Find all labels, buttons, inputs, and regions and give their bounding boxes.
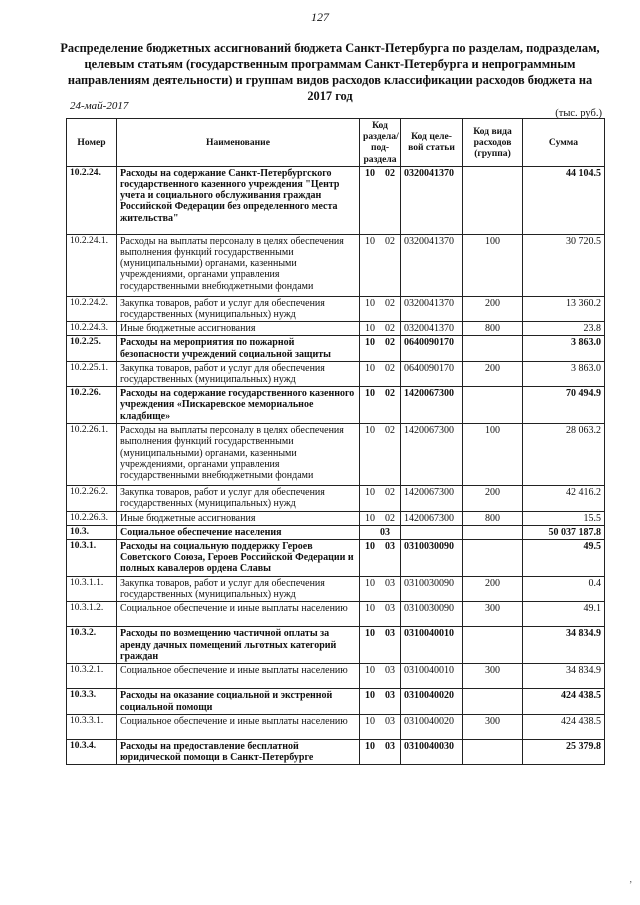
row-sum: 42 416.2 — [523, 486, 605, 511]
row-number: 10.3.3. — [67, 689, 117, 714]
row-sum: 34 834.9 — [523, 627, 605, 664]
row-number: 10.2.24.1. — [67, 234, 117, 296]
table-row — [67, 627, 605, 664]
row-target-code: 0320041370 — [401, 234, 463, 296]
table-row — [67, 511, 605, 525]
row-group-code: 100 — [463, 424, 523, 486]
section-code: 10 — [365, 628, 375, 640]
row-name: Расходы по возмещению частичной оплаты за аренду дачных помещений льготных категорий граждан — [117, 627, 360, 664]
row-name: Расходы на содержание государственного казенного учреждения «Пискаревское мемориальное кладбище» — [117, 387, 360, 424]
row-section-code — [360, 627, 401, 664]
row-section-code — [360, 577, 401, 602]
section-code: 10 — [365, 323, 375, 335]
row-number: 10.3. — [67, 525, 117, 539]
section-code: 10 — [365, 425, 375, 437]
budget-table — [66, 118, 605, 765]
row-section-code — [360, 689, 401, 714]
row-section-code — [360, 511, 401, 525]
row-name: Расходы на выплаты персоналу в целях обеспечения выполнения функций государственными (муниципальными) органами, казенными учреждениями, органами управления государственными внебюджетными фондами — [117, 234, 360, 296]
row-sum: 34 834.9 — [523, 664, 605, 689]
row-name: Закупка товаров, работ и услуг для обеспечения государственных (муниципальных) нужд — [117, 577, 360, 602]
row-group-code — [463, 689, 523, 714]
row-target-code — [401, 525, 463, 539]
row-sum: 13 360.2 — [523, 296, 605, 321]
row-group-code: 100 — [463, 234, 523, 296]
header-group-code: Код вида расходов (группа) — [463, 119, 523, 167]
row-group-code: 300 — [463, 664, 523, 689]
row-name: Расходы на мероприятия по пожарной безопасности учреждений социальной защиты — [117, 336, 360, 361]
subsection-code: 02 — [385, 425, 395, 437]
row-number: 10.2.25.1. — [67, 361, 117, 386]
row-group-code: 200 — [463, 577, 523, 602]
row-group-code: 300 — [463, 714, 523, 739]
subsection-code: 03 — [385, 541, 395, 553]
row-name: Социальное обеспечение и иные выплаты населению — [117, 664, 360, 689]
row-target-code: 0310030090 — [401, 577, 463, 602]
subsection-code: 02 — [385, 388, 395, 400]
row-number: 10.3.1.2. — [67, 602, 117, 627]
row-name: Расходы на содержание Санкт-Петербургского государственного казенного учреждения "Центр учета и социального обслуживания граждан Российской Федерации без определенного места жительства" — [117, 166, 360, 234]
row-name: Расходы на оказание социальной и экстренной социальной помощи — [117, 689, 360, 714]
row-section-code — [360, 387, 401, 424]
row-section-code — [360, 296, 401, 321]
row-section-code — [360, 166, 401, 234]
row-section-code — [360, 602, 401, 627]
row-sum: 23.8 — [523, 322, 605, 336]
row-target-code: 0310040020 — [401, 689, 463, 714]
table-row — [67, 424, 605, 486]
date-note: 24-май-2017 — [70, 100, 129, 112]
section-code: 10 — [365, 388, 375, 400]
row-number: 10.3.2. — [67, 627, 117, 664]
section-code: 10 — [365, 715, 375, 727]
subsection-code: 02 — [385, 167, 395, 179]
row-target-code: 0320041370 — [401, 322, 463, 336]
row-sum: 50 037 187.8 — [523, 525, 605, 539]
row-section-code — [360, 336, 401, 361]
row-name: Закупка товаров, работ и услуг для обеспечения государственных (муниципальных) нужд — [117, 486, 360, 511]
table-row — [67, 525, 605, 539]
subsection-code: 03 — [385, 603, 395, 615]
row-section-code — [360, 540, 401, 577]
table-row — [67, 486, 605, 511]
row-sum: 15.5 — [523, 511, 605, 525]
table-row — [67, 739, 605, 764]
row-target-code: 0320041370 — [401, 296, 463, 321]
row-number: 10.2.26.2. — [67, 486, 117, 511]
header-sum: Сумма — [523, 119, 605, 167]
table-row — [67, 166, 605, 234]
row-sum: 44 104.5 — [523, 166, 605, 234]
row-name: Социальное обеспечение и иные выплаты населению — [117, 714, 360, 739]
row-target-code: 0310030090 — [401, 540, 463, 577]
row-number: 10.3.2.1. — [67, 664, 117, 689]
row-group-code: 200 — [463, 296, 523, 321]
row-group-code — [463, 336, 523, 361]
table-row — [67, 322, 605, 336]
subsection-code: 02 — [385, 337, 395, 349]
table-row — [67, 336, 605, 361]
page-number: 127 — [311, 10, 329, 24]
row-target-code: 0310040010 — [401, 664, 463, 689]
table-row — [67, 234, 605, 296]
row-name: Иные бюджетные ассигнования — [117, 511, 360, 525]
corner-mark: , — [629, 874, 632, 885]
table-header-row — [67, 119, 605, 167]
row-name: Закупка товаров, работ и услуг для обеспечения государственных (муниципальных) нужд — [117, 361, 360, 386]
section-code: 10 — [365, 487, 375, 499]
row-section-code — [360, 424, 401, 486]
row-target-code: 1420067300 — [401, 511, 463, 525]
subsection-code: 02 — [385, 487, 395, 499]
row-group-code: 800 — [463, 511, 523, 525]
unit-note: (тыс. руб.) — [555, 108, 602, 119]
row-group-code — [463, 166, 523, 234]
table-body — [67, 166, 605, 764]
row-sum: 49.1 — [523, 602, 605, 627]
table-row — [67, 296, 605, 321]
subsection-code: 02 — [385, 362, 395, 374]
row-number: 10.2.24.3. — [67, 322, 117, 336]
section-code: 10 — [365, 578, 375, 590]
subsection-code: 03 — [385, 665, 395, 677]
subsection-code: 03 — [385, 715, 395, 727]
row-group-code — [463, 739, 523, 764]
row-section-code — [360, 361, 401, 386]
row-number: 10.2.26.3. — [67, 511, 117, 525]
row-number: 10.2.26.1. — [67, 424, 117, 486]
row-number: 10.3.4. — [67, 739, 117, 764]
row-name: Социальное обеспечение населения — [117, 525, 360, 539]
row-number: 10.2.25. — [67, 336, 117, 361]
row-section-code — [360, 664, 401, 689]
row-sum: 25 379.8 — [523, 739, 605, 764]
row-group-code — [463, 627, 523, 664]
subsection-code: 03 — [385, 690, 395, 702]
table-row — [67, 714, 605, 739]
row-group-code — [463, 387, 523, 424]
table-row — [67, 689, 605, 714]
row-target-code: 1420067300 — [401, 424, 463, 486]
row-target-code: 1420067300 — [401, 486, 463, 511]
section-code: 10 — [365, 690, 375, 702]
row-number: 10.3.1. — [67, 540, 117, 577]
row-section-code — [360, 234, 401, 296]
table-row — [67, 664, 605, 689]
row-sum: 70 494.9 — [523, 387, 605, 424]
section-code: 10 — [365, 167, 375, 179]
section-code: 10 — [365, 603, 375, 615]
row-number: 10.3.3.1. — [67, 714, 117, 739]
subsection-code: 03 — [380, 526, 390, 538]
row-name: Расходы на предоставление бесплатной юридической помощи в Санкт-Петербурге — [117, 739, 360, 764]
section-code: 10 — [365, 512, 375, 524]
row-target-code: 0310040020 — [401, 714, 463, 739]
row-group-code: 800 — [463, 322, 523, 336]
row-target-code: 1420067300 — [401, 387, 463, 424]
row-target-code: 0320041370 — [401, 166, 463, 234]
subsection-code: 02 — [385, 297, 395, 309]
row-sum: 3 863.0 — [523, 336, 605, 361]
section-code: 10 — [365, 740, 375, 752]
row-group-code: 300 — [463, 602, 523, 627]
row-sum: 0.4 — [523, 577, 605, 602]
row-number: 10.2.24.2. — [67, 296, 117, 321]
row-name: Расходы на выплаты персоналу в целях обеспечения выполнения функций государственными (муниципальными) органами, казенными учреждениями, органами управления государственными внебюджетными фондами — [117, 424, 360, 486]
section-code: 10 — [365, 235, 375, 247]
subsection-code: 02 — [385, 235, 395, 247]
section-code: 10 — [365, 541, 375, 553]
row-section-code — [360, 525, 401, 539]
table-row — [67, 540, 605, 577]
subsection-code: 02 — [385, 323, 395, 335]
table-row — [67, 577, 605, 602]
section-code: 10 — [365, 337, 375, 349]
section-code: 10 — [365, 665, 375, 677]
row-sum: 3 863.0 — [523, 361, 605, 386]
row-sum: 424 438.5 — [523, 689, 605, 714]
subsection-code: 02 — [385, 512, 395, 524]
row-name: Социальное обеспечение и иные выплаты населению — [117, 602, 360, 627]
section-code: 10 — [365, 297, 375, 309]
header-name: Наименование — [117, 119, 360, 167]
section-code: 10 — [365, 362, 375, 374]
table-row — [67, 602, 605, 627]
subsection-code: 03 — [385, 740, 395, 752]
row-section-code — [360, 739, 401, 764]
subsection-code: 03 — [385, 578, 395, 590]
row-group-code — [463, 540, 523, 577]
subsection-code: 03 — [385, 628, 395, 640]
row-sum: 28 063.2 — [523, 424, 605, 486]
table-row — [67, 387, 605, 424]
row-target-code: 0310040030 — [401, 739, 463, 764]
row-number: 10.2.26. — [67, 387, 117, 424]
row-name: Расходы на социальную поддержку Героев Советского Союза, Героев Российской Федерации и полных кавалеров ордена Славы — [117, 540, 360, 577]
row-section-code — [360, 322, 401, 336]
row-target-code: 0310030090 — [401, 602, 463, 627]
row-name: Иные бюджетные ассигнования — [117, 322, 360, 336]
row-sum: 30 720.5 — [523, 234, 605, 296]
row-group-code: 200 — [463, 361, 523, 386]
table-row — [67, 361, 605, 386]
row-name: Закупка товаров, работ и услуг для обеспечения государственных (муниципальных) нужд — [117, 296, 360, 321]
row-target-code: 0310040010 — [401, 627, 463, 664]
row-sum: 424 438.5 — [523, 714, 605, 739]
row-target-code: 0640090170 — [401, 361, 463, 386]
row-group-code: 200 — [463, 486, 523, 511]
row-section-code — [360, 714, 401, 739]
header-target-code: Код целе-вой статьи — [401, 119, 463, 167]
row-number: 10.3.1.1. — [67, 577, 117, 602]
row-target-code: 0640090170 — [401, 336, 463, 361]
row-number: 10.2.24. — [67, 166, 117, 234]
row-sum: 49.5 — [523, 540, 605, 577]
row-section-code — [360, 486, 401, 511]
header-number: Номер — [67, 119, 117, 167]
row-group-code — [463, 525, 523, 539]
header-section-code: Код раздела/ под-раздела — [360, 119, 401, 167]
document-title: Распределение бюджетных ассигнований бюджета Санкт-Петербурга по разделам, подразделам, целевым статьям (государственным программам Санкт-Петербурга и непрограммным направлениям деятельности) и группам видов расходов классификации расходов бюджета на 2017 год — [60, 41, 600, 103]
